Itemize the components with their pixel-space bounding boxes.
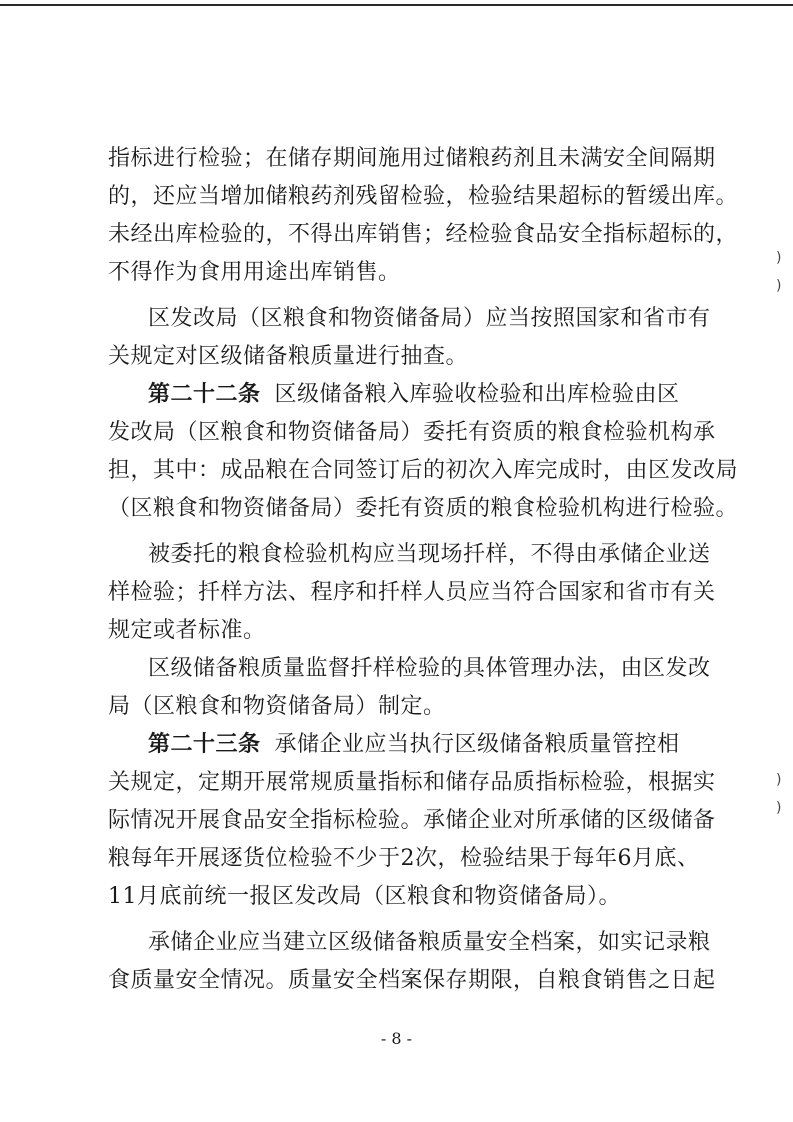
text-line: 发改局（区粮食和物资储备局）委托有资质的粮食检验机构承	[108, 420, 716, 445]
article-22-text: 区级储备粮入库验收检验和出库检验由区	[274, 382, 680, 407]
text-line: 11月底前统一报区发改局（区粮食和物资储备局）。	[108, 884, 621, 909]
text-line: 不得作为食用用途出库销售。	[108, 260, 401, 285]
binding-mark-icon: )	[776, 250, 782, 266]
text-line: 局（区粮食和物资储备局）制定。	[108, 694, 446, 719]
text-line: 指标进行检验；在储存期间施用过储粮药剂且未满安全间隔期	[108, 146, 716, 171]
article-22-heading: 第二十二条	[148, 382, 261, 407]
binding-mark-icon: )	[776, 772, 782, 788]
text-line: 关规定对区级储备粮质量进行抽查。	[108, 344, 469, 369]
text-line: 粮每年开展逐货位检验不少于2次，检验结果于每年6月底、	[108, 846, 700, 871]
article-23-first-line	[148, 730, 680, 760]
page-number: - 8 -	[380, 1029, 413, 1048]
text-line: 关规定，定期开展常规质量指标和储存品质指标检验，根据实	[108, 770, 716, 795]
text-line: 被委托的粮食检验机构应当现场扦样，不得由承储企业送	[148, 542, 711, 567]
text-line: 区级储备粮质量监督扦样检验的具体管理办法，由区发改	[148, 656, 711, 681]
binding-mark-icon: )	[776, 278, 782, 294]
text-line: 担，其中：成品粮在合同签订后的初次入库完成时，由区发改局	[108, 458, 739, 483]
text-line: （区粮食和物资储备局）委托有资质的粮食检验机构进行检验。	[108, 496, 739, 521]
binding-mark-icon: )	[776, 800, 782, 816]
article-23-text: 承储企业应当执行区级储备粮质量管控相	[274, 732, 680, 757]
article-22-first-line	[148, 380, 680, 410]
text-line: 区发改局（区粮食和物资储备局）应当按照国家和省市有	[148, 306, 711, 331]
article-23-heading: 第二十三条	[148, 732, 261, 757]
text-line: 际情况开展食品安全指标检验。承储企业对所承储的区级储备	[108, 808, 716, 833]
text-line: 承储企业应当建立区级储备粮质量安全档案，如实记录粮	[148, 930, 711, 955]
text-line: 未经出库检验的，不得出库销售；经检验食品安全指标超标的，	[108, 222, 739, 247]
text-line: 规定或者标准。	[108, 618, 266, 643]
text-line: 样检验；扦样方法、程序和扦样人员应当符合国家和省市有关	[108, 580, 716, 605]
text-line: 食质量安全情况。质量安全档案保存期限，自粮食销售之日起	[108, 968, 716, 993]
text-line: 的，还应当增加储粮药剂残留检验，检验结果超标的暂缓出库。	[108, 184, 739, 209]
